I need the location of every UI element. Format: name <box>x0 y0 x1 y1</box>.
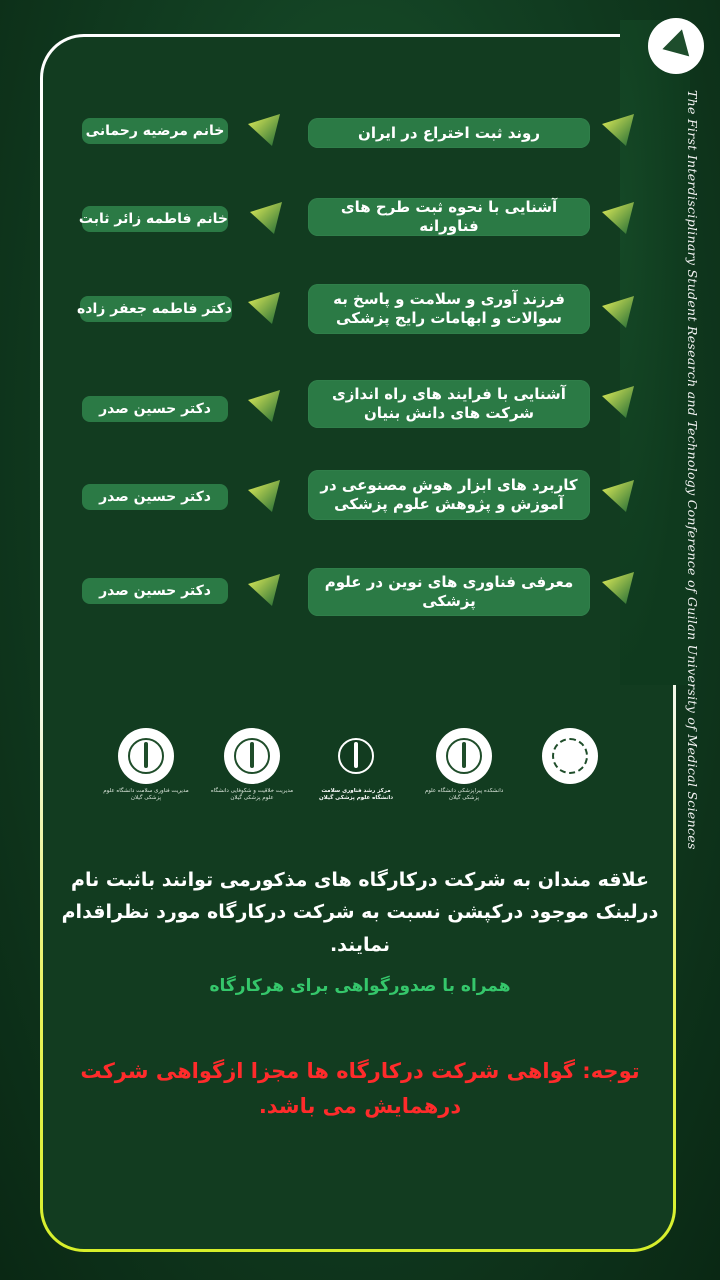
workshop-topic: معرفی فناوری های نوین در علوم پزشکی <box>308 568 590 616</box>
logo-caption: مدیریت خلاقیت و شکوفایی دانشگاه علوم پزشکی گیلان <box>210 788 294 801</box>
workshop-topic: آشنایی با فرایند های راه اندازی شرکت های دانش بنیان <box>308 380 590 428</box>
workshop-speaker: خانم فاطمه زائر ثابت <box>82 206 228 232</box>
conference-logo <box>648 18 704 74</box>
university-seal-icon <box>436 728 492 784</box>
workshop-topic: کاربرد های ابزار هوش مصنوعی در آموزش و پژوهش علوم پزشکی <box>308 470 590 520</box>
logo-caption: مرکز رشد فناوری سلامت دانشگاه علوم پزشکی گیلان <box>318 788 394 801</box>
arrow-icon <box>246 388 282 424</box>
certificate-message: همراه با صدورگواهی برای هرکارگاه <box>209 976 511 996</box>
arrow-icon <box>600 112 636 148</box>
warning-note: توجه: گواهی شرکت درکارگاه ها مجزا ازگواهی شرکت درهمایش می باشد. <box>80 1059 640 1118</box>
workshop-speaker: دکتر حسین صدر <box>82 484 228 510</box>
logo-caption: مدیریت فناوری سلامت دانشگاه علوم پزشکی گیلان <box>103 788 189 801</box>
workshop-speaker: دکتر حسین صدر <box>82 396 228 422</box>
registration-message: علاقه مندان به شرکت درکارگاه های مذکورمی توانند باثبت نام درلینک موجود درکپشن نسبت به شرکت درکارگاه مورد نظراقدام نمایند. <box>61 869 659 956</box>
research-committee-logo-icon <box>542 728 598 784</box>
arrow-icon <box>600 294 636 330</box>
university-seal-icon <box>224 728 280 784</box>
logo-caption: دانشکده پیراپزشکی دانشگاه علوم پزشکی گیلان <box>424 788 504 801</box>
workshop-speaker: دکتر حسین صدر <box>82 578 228 604</box>
arrow-icon <box>246 112 282 148</box>
workshop-topic: روند ثبت اختراع در ایران <box>308 118 590 148</box>
university-seal-icon <box>118 728 174 784</box>
workshop-speaker: خانم مرضیه رحمانی <box>82 118 228 144</box>
arrow-icon <box>246 572 282 608</box>
arrow-icon <box>600 200 636 236</box>
conference-title-vertical: The First Interdisciplinary Student Research and Technology Conference of Guilan University of Medical Sciences <box>685 90 700 850</box>
arrow-icon <box>248 200 284 236</box>
arrow-icon <box>600 478 636 514</box>
workshop-speaker: دکتر فاطمه جعفر زاده <box>80 296 232 322</box>
growth-center-logo-icon <box>328 728 384 784</box>
workshop-topic: فرزند آوری و سلامت و پاسخ به سوالات و ابهامات رایج پزشکی <box>308 284 590 334</box>
arrow-icon <box>246 290 282 326</box>
arrow-icon <box>600 384 636 420</box>
workshop-topic: آشنایی با نحوه ثبت طرح های فناورانه <box>308 198 590 236</box>
sponsor-logos <box>100 718 620 801</box>
arrow-icon <box>246 478 282 514</box>
arrow-icon <box>600 570 636 606</box>
